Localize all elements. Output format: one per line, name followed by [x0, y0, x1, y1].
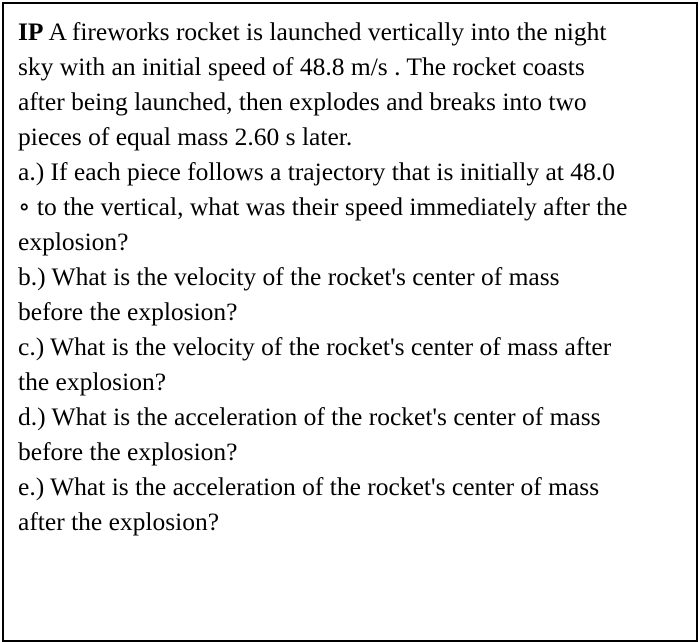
question-b-line-2: before the explosion?	[18, 297, 238, 326]
question-a-line-1: a.) If each piece follows a trajectory that is initially at 48.0	[18, 157, 615, 186]
question-b-line-1: b.) What is the velocity of the rocket's center of mass	[18, 262, 560, 291]
intro-line-2: sky with an initial speed of 48.8 m/s . The rocket coasts	[18, 52, 585, 81]
intro-text: A fireworks rocket is launched vertically into the night	[43, 17, 607, 46]
question-c-line-2: the explosion?	[18, 367, 167, 396]
intro-line-3: after being launched, then explodes and breaks into two	[18, 87, 587, 116]
question-d-line-2: before the explosion?	[18, 437, 238, 466]
question-e-line-1: e.) What is the acceleration of the rocket's center of mass	[18, 472, 600, 501]
ip-tag: IP	[18, 17, 44, 46]
intro-line-1	[18, 14, 696, 49]
question-e-line-2: after the explosion?	[18, 507, 220, 536]
question-a-line-2: ∘ to the vertical, what was their speed immediately after the	[18, 192, 628, 221]
question-c-line-1: c.) What is the velocity of the rocket's center of mass after	[18, 332, 612, 361]
intro-line-4: pieces of equal mass 2.60 s later.	[18, 122, 353, 151]
question-d-line-1: d.) What is the acceleration of the rocket's center of mass	[18, 402, 601, 431]
question-a-line-3: explosion?	[18, 227, 129, 256]
problem-box	[2, 2, 698, 642]
problem-text	[18, 14, 696, 539]
